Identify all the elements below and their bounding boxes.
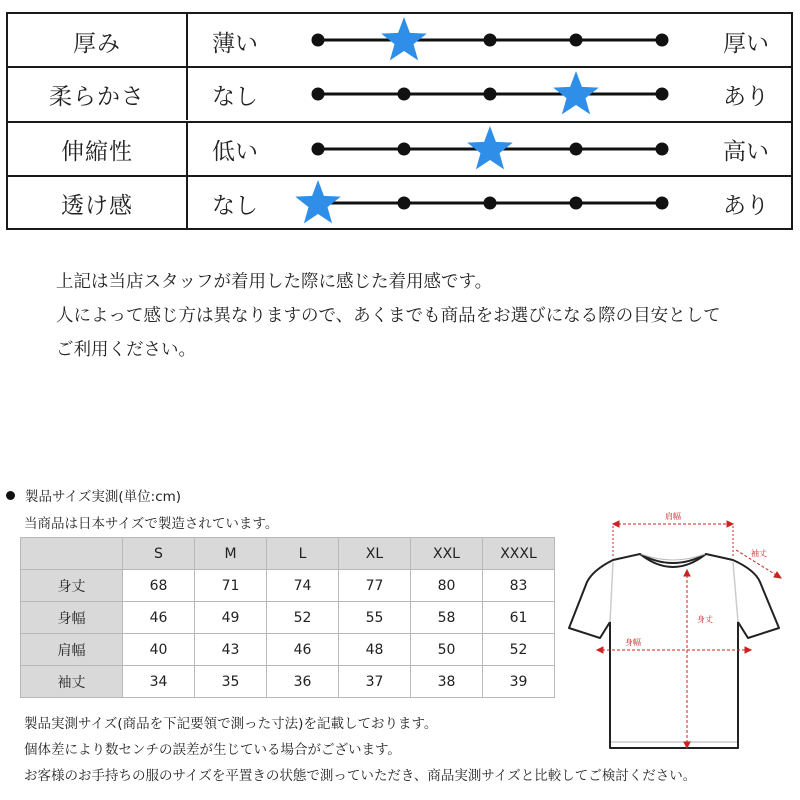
rating-scale <box>8 177 791 231</box>
star-icon <box>381 17 427 60</box>
size-cell: 55 <box>339 602 411 634</box>
rating-label: 伸縮性 <box>8 123 188 175</box>
size-cell: 43 <box>195 634 267 666</box>
size-cell: 37 <box>339 666 411 698</box>
size-cell: 34 <box>123 666 195 698</box>
size-column-header: M <box>195 538 267 570</box>
rating-left-label: 低い <box>212 138 258 165</box>
scale-dot <box>312 143 325 156</box>
tshirt-diagram <box>555 510 795 760</box>
size-cell: 80 <box>411 570 483 602</box>
rating-label: 透け感 <box>8 177 188 229</box>
rating-label: 厚み <box>8 14 188 68</box>
rating-scale <box>8 68 791 122</box>
size-cell: 46 <box>267 634 339 666</box>
scale-dot <box>312 88 325 101</box>
rating-row-softness <box>8 66 791 120</box>
table-row <box>21 666 555 698</box>
size-cell: 35 <box>195 666 267 698</box>
size-cell: 38 <box>411 666 483 698</box>
size-footnote: 製品実測サイズ(商品を下記要領で測った寸法)を記載しております。 <box>24 716 438 732</box>
body-width-label: 身幅 <box>625 638 641 647</box>
size-heading-text: 製品サイズ実測(単位:cm) <box>25 489 182 505</box>
size-footnote: 個体差により数センチの誤差が生じている場合がございます。 <box>24 742 401 758</box>
size-cell: 77 <box>339 570 411 602</box>
size-table-corner <box>21 538 123 570</box>
size-column-header: L <box>267 538 339 570</box>
scale-dot <box>398 143 411 156</box>
size-row-header: 身幅 <box>21 602 123 634</box>
scale-dot <box>656 34 669 47</box>
note-line: 上記は当店スタッフが着用した際に感じた着用感です。 <box>56 272 493 292</box>
rating-label: 柔らかさ <box>8 68 188 120</box>
size-column-header: XL <box>339 538 411 570</box>
size-cell: 39 <box>483 666 555 698</box>
size-cell: 50 <box>411 634 483 666</box>
size-cell: 36 <box>267 666 339 698</box>
size-cell: 40 <box>123 634 195 666</box>
star-icon <box>295 180 341 223</box>
scale-dot <box>312 34 325 47</box>
rating-row-thickness <box>8 14 791 68</box>
size-cell: 52 <box>483 634 555 666</box>
size-section-heading <box>6 485 181 505</box>
size-column-header: XXL <box>411 538 483 570</box>
size-column-header: XXXL <box>483 538 555 570</box>
feel-rating-table <box>6 12 793 230</box>
rating-right-label: あり <box>723 192 769 219</box>
rating-left-label: 薄い <box>212 30 258 57</box>
rating-right-label: あり <box>723 83 769 110</box>
star-icon <box>467 126 513 169</box>
rating-scale <box>8 14 791 68</box>
scale-dot <box>398 197 411 210</box>
scale-dot <box>484 88 497 101</box>
size-cell: 58 <box>411 602 483 634</box>
scale-dot <box>484 34 497 47</box>
size-table-header-row <box>21 538 555 570</box>
table-row <box>21 602 555 634</box>
rating-right-label: 高い <box>723 138 769 165</box>
scale-dot <box>570 197 583 210</box>
size-cell: 61 <box>483 602 555 634</box>
scale-dot <box>656 143 669 156</box>
size-row-header: 袖丈 <box>21 666 123 698</box>
sleeve-length-label: 袖丈 <box>751 549 767 558</box>
size-cell: 68 <box>123 570 195 602</box>
size-cell: 48 <box>339 634 411 666</box>
note-line: 人によって感じ方は異なりますので、あくまでも商品をお選びになる際の目安として <box>56 306 721 326</box>
size-subheading: 当商品は日本サイズで製造されています。 <box>24 516 279 532</box>
scale-dot <box>570 143 583 156</box>
size-cell: 49 <box>195 602 267 634</box>
scale-dot <box>398 88 411 101</box>
size-cell: 71 <box>195 570 267 602</box>
rating-left-label: なし <box>212 192 258 219</box>
table-row <box>21 634 555 666</box>
body-length-label: 身丈 <box>697 615 713 624</box>
rating-row-stretch <box>8 121 791 175</box>
size-row-header: 身丈 <box>21 570 123 602</box>
shoulder-width-label: 肩幅 <box>665 512 681 521</box>
star-icon <box>553 71 599 114</box>
size-column-header: S <box>123 538 195 570</box>
bullet-icon <box>6 491 15 500</box>
size-row-header: 肩幅 <box>21 634 123 666</box>
size-footnote: お客様のお手持ちの服のサイズを平置きの状態で測っていただき、商品実測サイズと比較してご検討ください。 <box>24 768 697 784</box>
scale-dot <box>570 34 583 47</box>
scale-dot <box>484 197 497 210</box>
table-row <box>21 570 555 602</box>
rating-row-sheerness <box>8 175 791 229</box>
size-table <box>20 537 555 698</box>
size-cell: 83 <box>483 570 555 602</box>
size-cell: 52 <box>267 602 339 634</box>
rating-right-label: 厚い <box>723 30 769 57</box>
rating-scale <box>8 123 791 177</box>
note-line: ご利用ください。 <box>56 340 196 360</box>
scale-dot <box>656 197 669 210</box>
size-cell: 46 <box>123 602 195 634</box>
size-cell: 74 <box>267 570 339 602</box>
rating-left-label: なし <box>212 83 258 110</box>
scale-dot <box>656 88 669 101</box>
